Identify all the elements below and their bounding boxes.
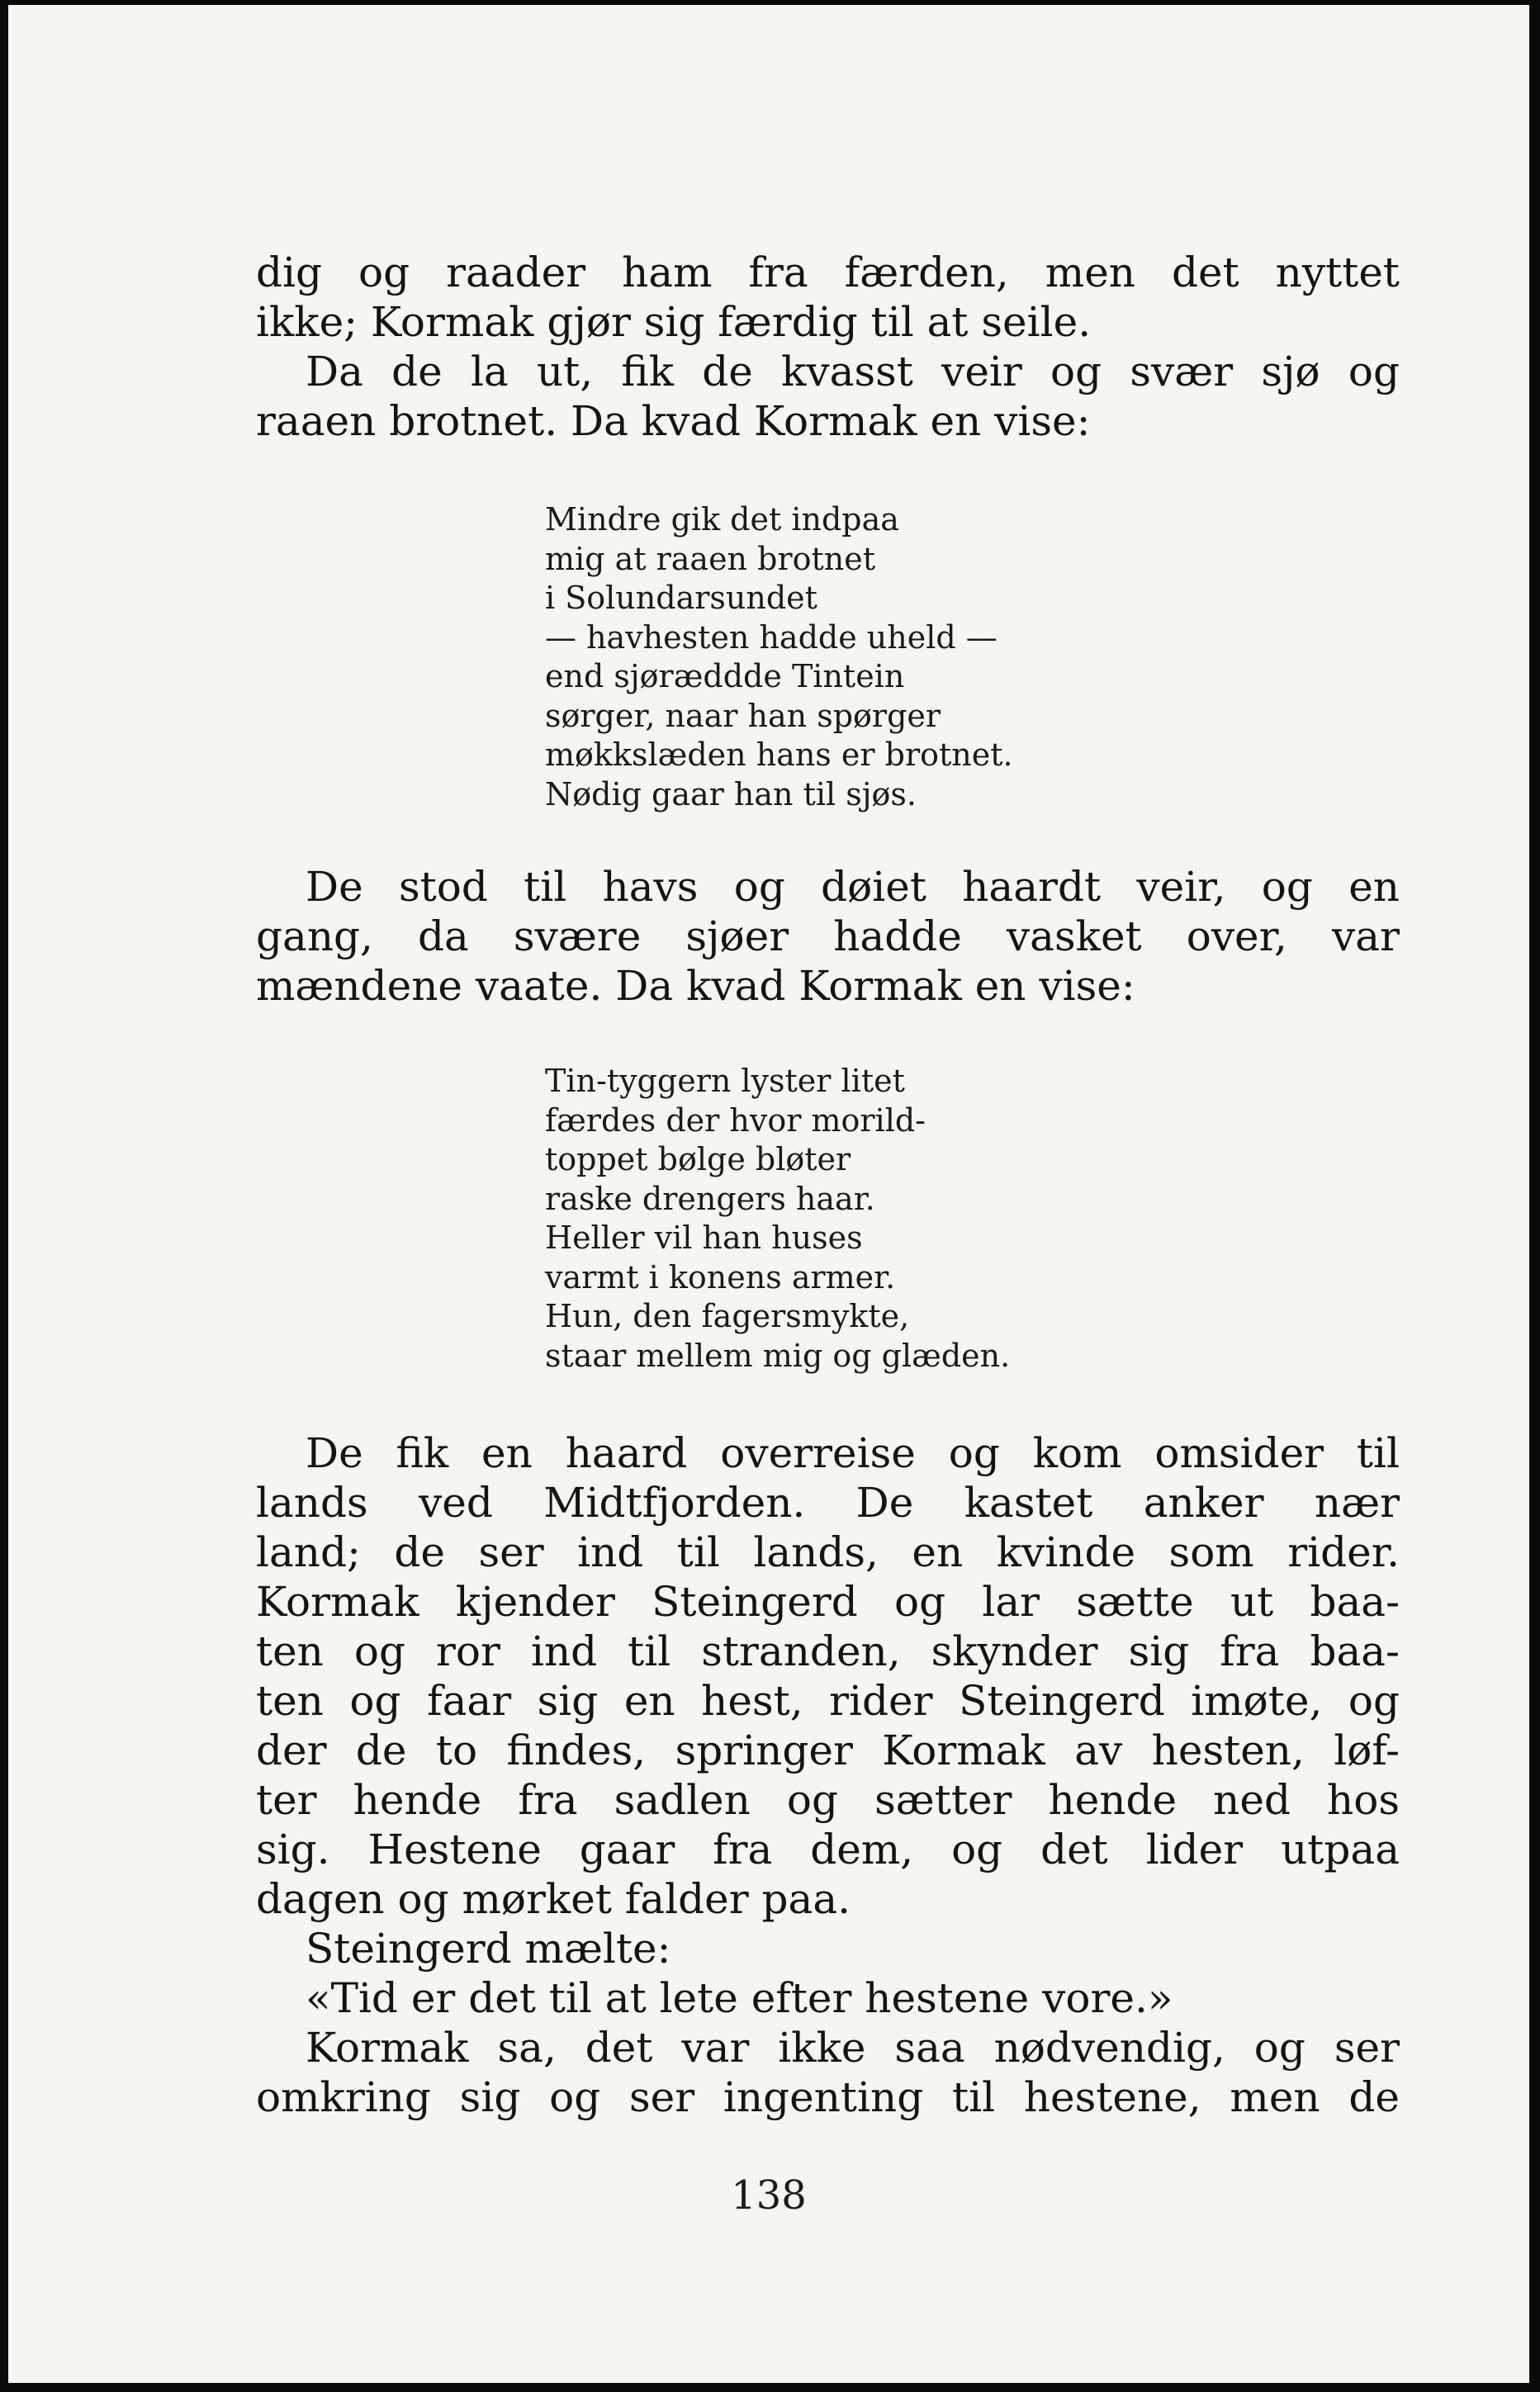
text-line: «Tid er det til at lete efter hestene vore.» — [306, 1974, 1173, 2022]
text-line: gang, da svære sjøer hadde vasket over, var — [256, 912, 1400, 960]
verse-line: Hun, den fagersmykte, — [545, 1298, 910, 1334]
prose-paragraph-1 — [256, 248, 1400, 446]
verse-line: mig at raaen brotnet — [545, 540, 875, 577]
verse-stanza-2 — [545, 1062, 1010, 1376]
book-page — [8, 5, 1529, 2383]
verse-line: Heller vil han huses — [545, 1220, 863, 1256]
text-line: De stod til havs og døiet haardt veir, og en — [306, 863, 1400, 911]
text-line: mændene vaate. Da kvad Kormak en vise: — [256, 962, 1135, 1010]
verse-line: færdes der hvor morild- — [545, 1101, 926, 1139]
verse-line: end sjøræddde Tintein — [545, 658, 905, 694]
text-line: omkring sig og ser ingenting til hestene, men de — [256, 2073, 1400, 2121]
text-line: De fik en haard overreise og kom omsider til — [306, 1429, 1400, 1477]
text-line: Kormak sa, det var ikke saa nødvendig, og ser — [306, 2024, 1400, 2072]
text-line: dagen og mørket falder paa. — [256, 1875, 851, 1923]
page-number: 138 — [731, 2172, 807, 2219]
text-line: ikke; Kormak gjør sig færdig til at seile. — [256, 298, 1092, 346]
text-line: Da de la ut, fik de kvasst veir og svær sjø og — [306, 348, 1400, 396]
text-line: sig. Hestene gaar fra dem, og det lider utpaa — [256, 1826, 1400, 1873]
text-line: ten og faar sig en hest, rider Steingerd imøte, og — [256, 1677, 1400, 1725]
text-line: ten og ror ind til stranden, skynder sig fra baa- — [256, 1627, 1400, 1675]
text-line: Steingerd mælte: — [306, 1925, 671, 1973]
verse-stanza-1 — [545, 500, 1013, 814]
verse-line: varmt i konens armer. — [545, 1258, 896, 1295]
text-line: ter hende fra sadlen og sætter hende ned hos — [256, 1776, 1400, 1824]
text-line: der de to findes, springer Kormak av hesten, løf- — [256, 1727, 1400, 1774]
text-line: raaen brotnet. Da kvad Kormak en vise: — [256, 397, 1091, 445]
verse-line: staar mellem mig og glæden. — [545, 1337, 1011, 1374]
verse-line: i Solundarsundet — [545, 580, 817, 616]
prose-paragraph-2 — [256, 862, 1400, 1011]
text-line: land; de ser ind til lands, en kvinde som rider. — [256, 1528, 1400, 1576]
verse-line: raske drengers haar. — [545, 1180, 875, 1217]
verse-line: Mindre gik det indpaa — [545, 501, 899, 538]
verse-line: — havhesten hadde uheld — — [545, 618, 997, 656]
verse-line: toppet bølge bløter — [545, 1141, 851, 1177]
verse-line: møkkslæden hans er brotnet. — [545, 737, 1013, 773]
text-line: dig og raader ham fra færden, men det nyttet — [256, 249, 1400, 296]
text-line: Kormak kjender Steingerd og lar sætte ut baa- — [256, 1578, 1400, 1626]
prose-paragraph-3 — [256, 1428, 1400, 2122]
text-line: lands ved Midtfjorden. De kastet anker nær — [256, 1479, 1400, 1527]
verse-line: Tin-tyggern lyster litet — [545, 1063, 905, 1099]
verse-line: sørger, naar han spørger — [545, 697, 941, 734]
verse-line: Nødig gaar han til sjøs. — [545, 775, 917, 812]
